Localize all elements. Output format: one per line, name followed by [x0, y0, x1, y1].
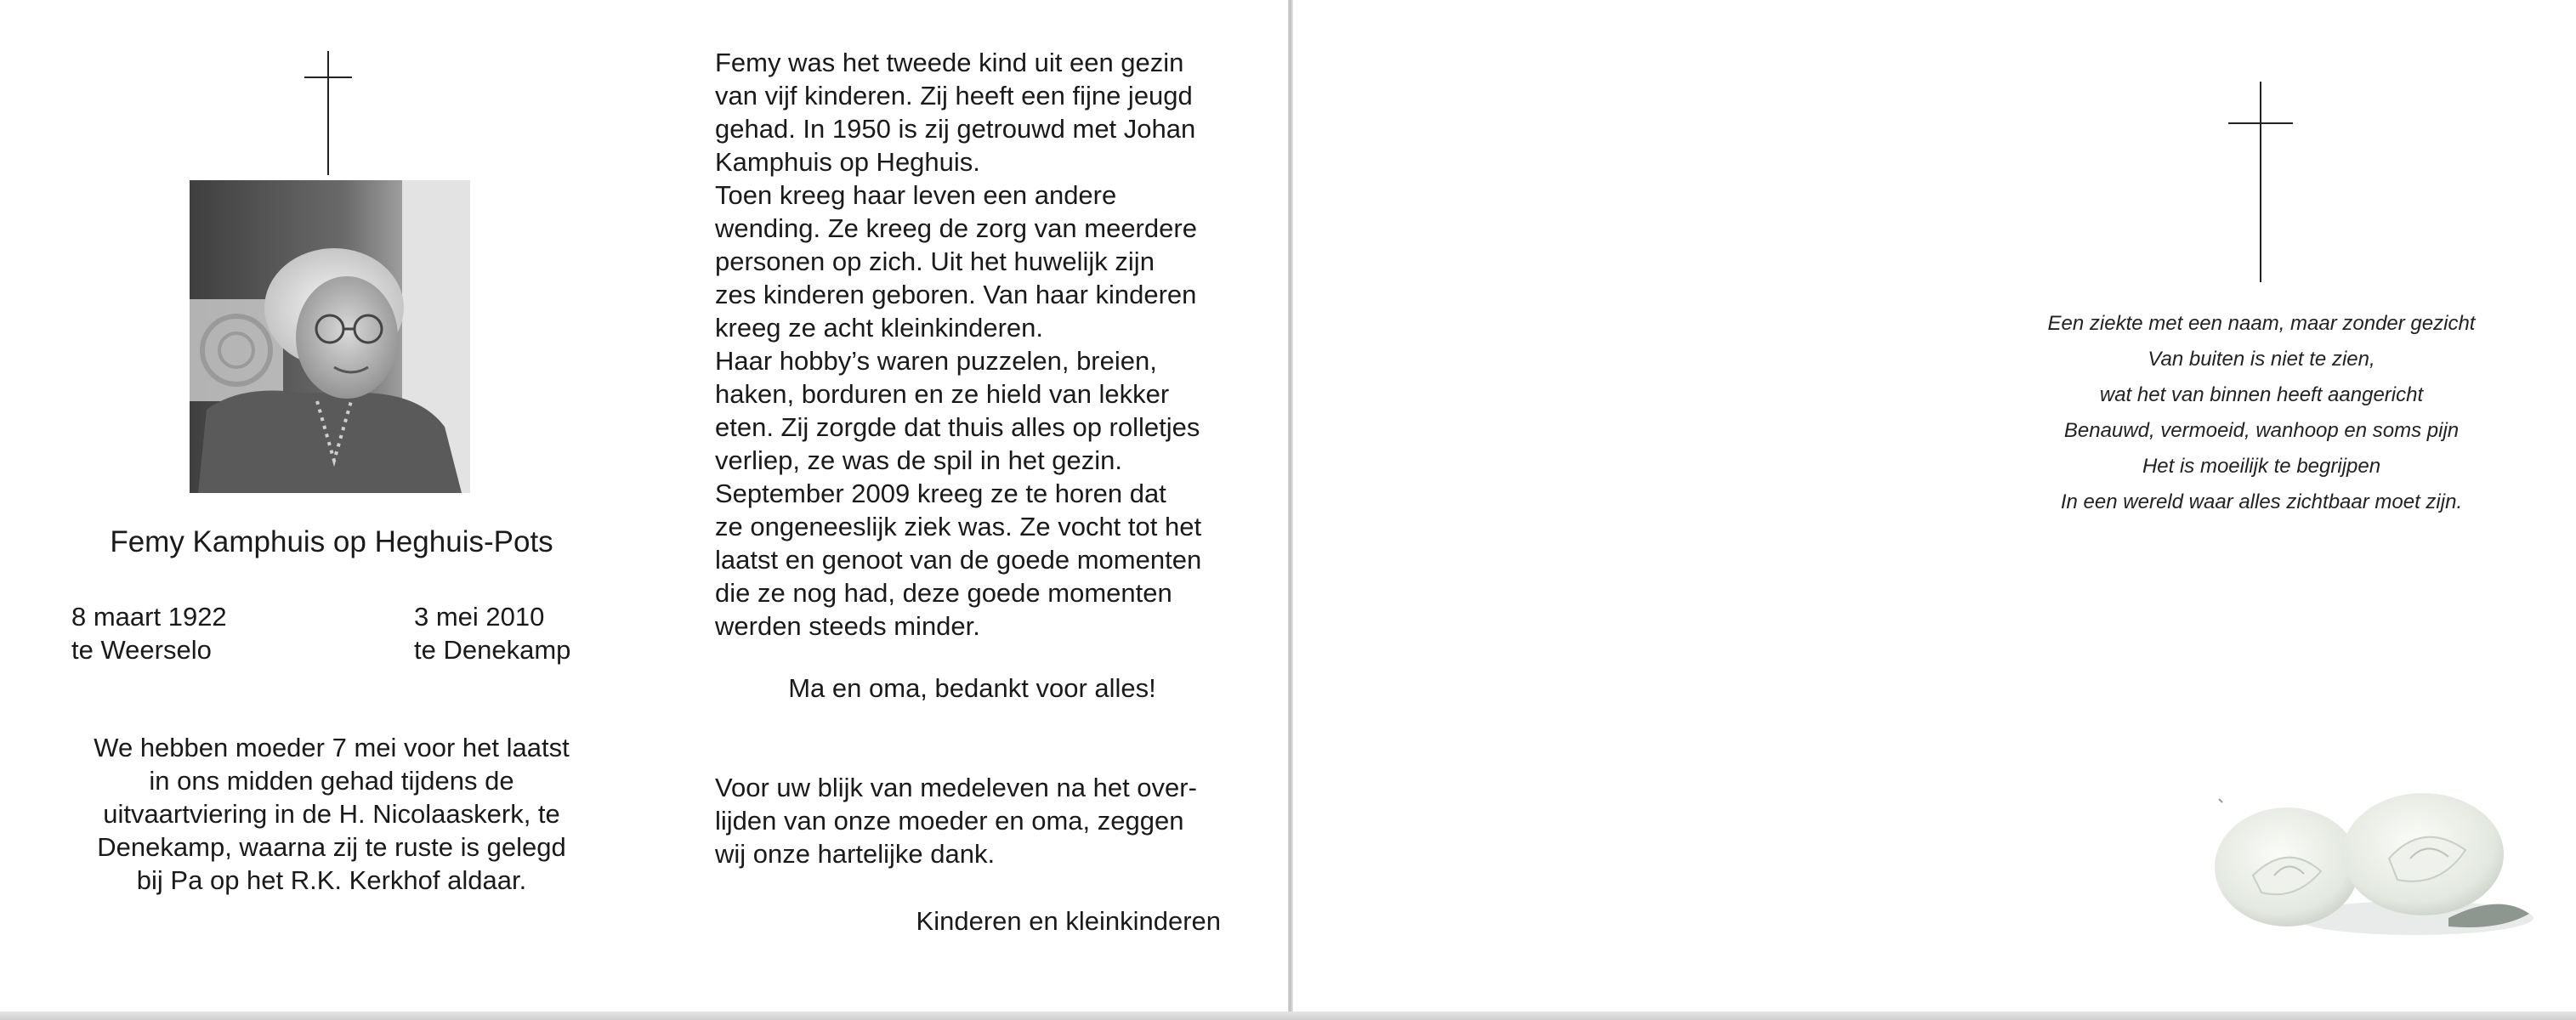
- poem-line: Een ziekte met een naam, maar zonder gezicht: [2047, 312, 2476, 335]
- poem-line: In een wereld waar alles zichtbaar moet zijn.: [2060, 490, 2463, 513]
- poem: [1921, 306, 2576, 520]
- deceased-name: Femy Kamphuis op Heghuis-Pots: [110, 525, 553, 558]
- poem-line: Benauwd, vermoeid, wanhoop en soms pijn: [2063, 419, 2460, 442]
- fold-line: [1288, 0, 1293, 1017]
- cross-icon: [2228, 82, 2293, 282]
- funeral-line: Denekamp, waarna zij te ruste is gelegd: [97, 832, 566, 862]
- portrait-photo-image: [190, 180, 470, 493]
- birth-date: 8 maart 1922: [71, 602, 227, 632]
- thanks-line: Voor uw blijk van medeleven na het over-: [715, 773, 1197, 802]
- bio-line: gehad. In 1950 is zij getrouwd met Johan: [715, 114, 1196, 144]
- biography: [715, 46, 1201, 643]
- bio-line: Femy was het tweede kind uit een gezin: [715, 48, 1184, 77]
- bio-line: van vijf kinderen. Zij heeft een fijne jeugd: [715, 81, 1193, 110]
- funeral-line: bij Pa op het R.K. Kerkhof aldaar.: [136, 865, 527, 895]
- bio-line: personen op zich. Uit het huwelijk zijn: [715, 246, 1155, 276]
- bio-line: verliep, ze was de spil in het gezin.: [715, 445, 1123, 475]
- bio-line: haken, borduren en ze hield van lekker: [715, 379, 1170, 409]
- thanks-line: lijden van onze moeder en oma, zeggen: [715, 806, 1184, 836]
- bio-line: wending. Ze kreeg de zorg van meerdere: [715, 213, 1197, 243]
- portrait-photo: [190, 180, 470, 493]
- bio-line: werden steeds minder.: [715, 611, 980, 641]
- bio-line: laatst en genoot van de goede momenten: [715, 545, 1202, 575]
- death-place: te Denekamp: [414, 635, 571, 665]
- funeral-line: in ons midden gehad tijdens de: [149, 766, 514, 796]
- signature: Kinderen en kleinkinderen: [916, 906, 1221, 936]
- funeral-line: We hebben moeder 7 mei voor het laatst: [94, 733, 570, 762]
- card-bottom-edge: [0, 1012, 2576, 1020]
- bio-line: Toen kreeg haar leven een andere: [715, 180, 1117, 210]
- thanks-note: [715, 771, 1197, 870]
- bio-line: kreeg ze acht kleinkinderen.: [715, 313, 1044, 343]
- bio-line: die ze nog had, deze goede momenten: [715, 578, 1172, 608]
- poem-line: wat het van binnen heeft aangericht: [2099, 383, 2424, 406]
- thanks-line: wij onze hartelijke dank.: [715, 839, 996, 869]
- white-roses-image: [2193, 790, 2542, 944]
- death-date: 3 mei 2010: [414, 602, 545, 632]
- funeral-line: uitvaartviering in de H. Nicolaaskerk, te: [103, 799, 560, 829]
- farewell-line: Ma en oma, bedankt voor alles!: [788, 673, 1156, 703]
- bio-line: ze ongeneeslijk ziek was. Ze vocht tot het: [715, 512, 1202, 541]
- poem-line: Van buiten is niet te zien,: [2148, 348, 2375, 371]
- bio-line: September 2009 kreeg ze te horen dat: [715, 479, 1166, 508]
- poem-line: Het is moeilijk te begrijpen: [2142, 455, 2381, 478]
- bio-line: Haar hobby’s waren puzzelen, breien,: [715, 346, 1157, 376]
- funeral-notice: [34, 731, 629, 897]
- bio-line: eten. Zij zorgde dat thuis alles op rolletjes: [715, 412, 1200, 442]
- cross-icon: [304, 51, 352, 175]
- bio-line: Kamphuis op Heghuis.: [715, 147, 980, 177]
- bio-line: zes kinderen geboren. Van haar kinderen: [715, 280, 1197, 309]
- birth-place: te Weerselo: [71, 635, 212, 665]
